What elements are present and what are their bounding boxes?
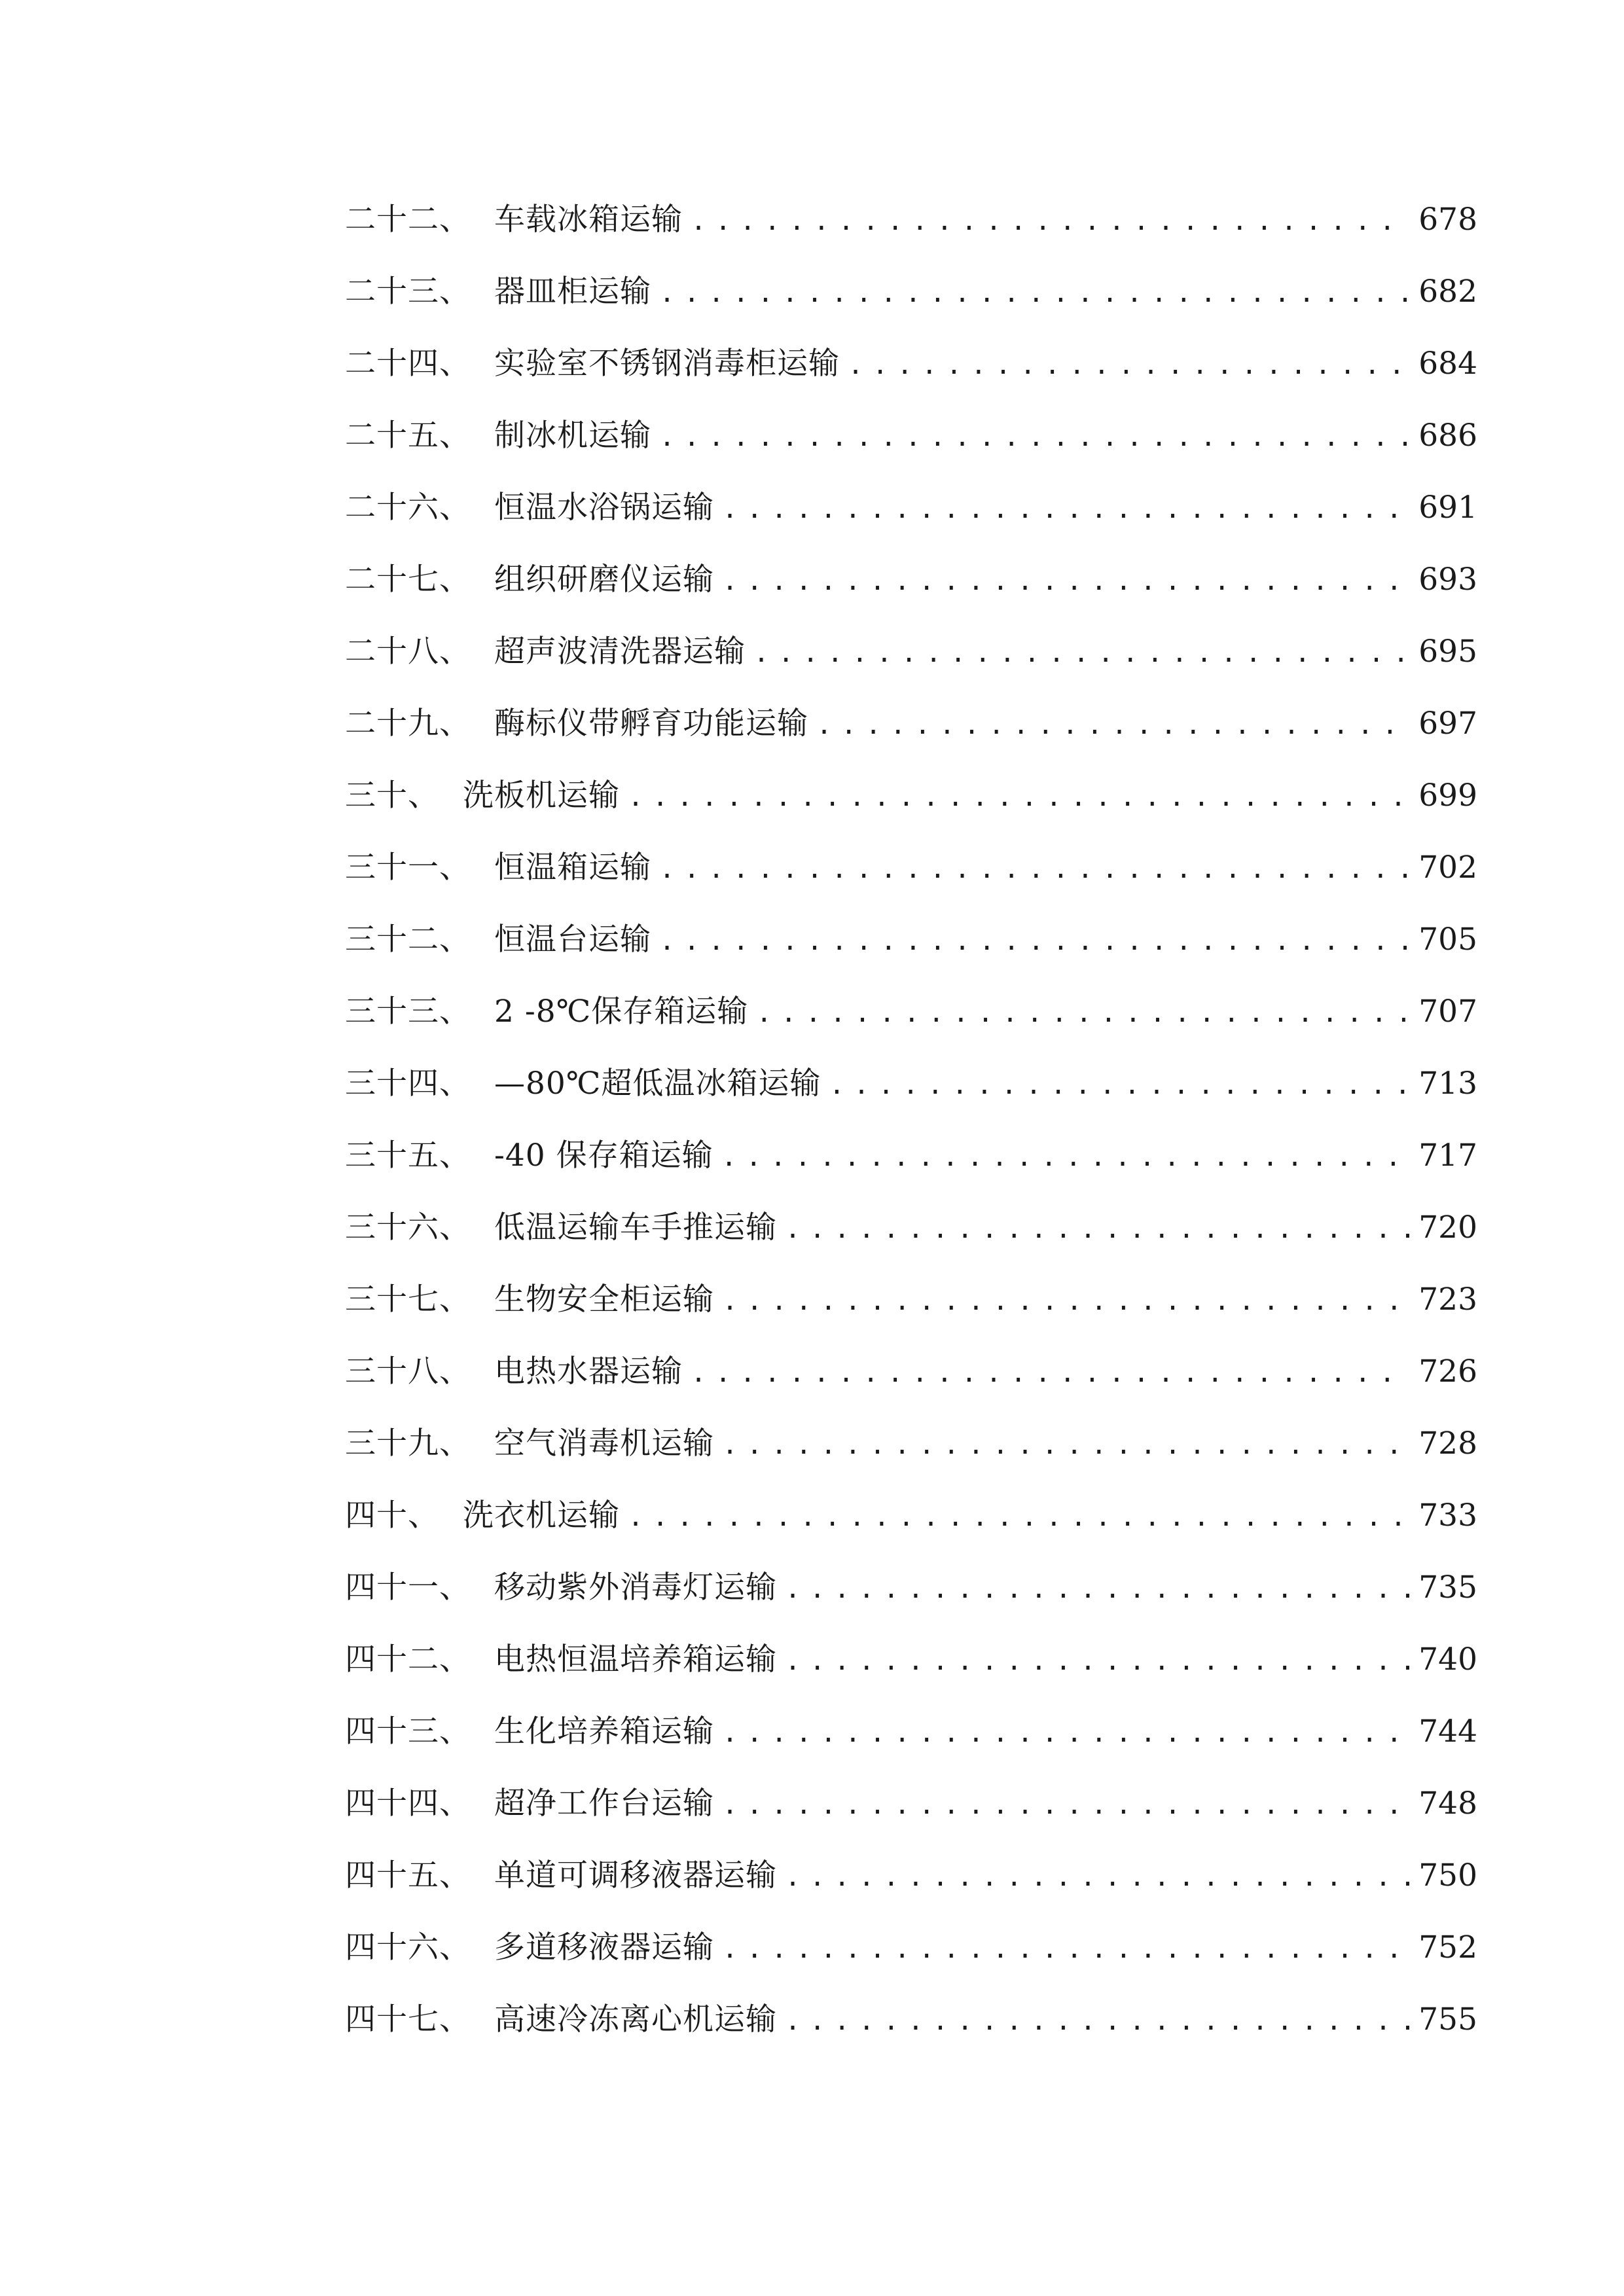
toc-entry-title: 洗衣机运输 xyxy=(463,1498,620,1534)
toc-entry-page-number: 684 xyxy=(1418,346,1477,382)
toc-entry-page-number: 697 xyxy=(1418,706,1477,742)
toc-dot-leader xyxy=(691,190,1409,253)
toc-dot-leader xyxy=(785,1198,1409,1261)
toc-entry[interactable] xyxy=(345,1052,1477,1124)
toc-dot-leader xyxy=(659,262,1409,325)
toc-entry-number: 三十九、 xyxy=(345,1426,471,1462)
toc-entry-number: 三十、 xyxy=(345,778,439,814)
toc-entry-page-number: 735 xyxy=(1418,1570,1477,1605)
toc-entry-title: 实验室不锈钢消毒柜运输 xyxy=(494,346,840,382)
toc-entry-title: 器皿柜运输 xyxy=(494,274,651,310)
toc-entry[interactable] xyxy=(345,404,1477,476)
toc-entry[interactable] xyxy=(345,764,1477,836)
toc-entry[interactable] xyxy=(345,260,1477,332)
toc-entry-title: 空气消毒机运输 xyxy=(494,1426,714,1462)
toc-entry-page-number: 693 xyxy=(1418,562,1477,598)
toc-entry-page-number: 752 xyxy=(1418,1929,1477,1965)
toc-entry-number: 四十五、 xyxy=(345,1857,471,1893)
toc-entry-number: 四十二、 xyxy=(345,1641,471,1677)
toc-entry-number: 四十六、 xyxy=(345,1929,471,1965)
toc-dot-leader xyxy=(785,1558,1409,1621)
toc-dot-leader xyxy=(816,694,1409,757)
toc-entry-title: 恒温台运输 xyxy=(494,922,651,958)
toc-entry-title: 2 -8℃保存箱运输 xyxy=(494,994,749,1030)
toc-entry-page-number: 705 xyxy=(1418,922,1477,958)
toc-entry[interactable] xyxy=(345,692,1477,764)
toc-entry[interactable] xyxy=(345,1700,1477,1772)
toc-dot-leader xyxy=(691,1342,1409,1405)
toc-entry-number: 二十二、 xyxy=(345,202,471,238)
toc-entry-title: 超声波清洗器运输 xyxy=(494,634,746,670)
toc-entry[interactable] xyxy=(345,476,1477,548)
toc-entry[interactable] xyxy=(345,548,1477,620)
toc-entry[interactable] xyxy=(345,1916,1477,1988)
toc-entry-title: 单道可调移液器运输 xyxy=(494,1857,777,1893)
toc-entry-number: 三十四、 xyxy=(345,1066,471,1102)
toc-entry-number: 三十六、 xyxy=(345,1210,471,1246)
toc-entry-number: 三十二、 xyxy=(345,922,471,958)
toc-entry-number: 二十八、 xyxy=(345,634,471,670)
toc-entry-page-number: 702 xyxy=(1418,850,1477,886)
toc-entry-page-number: 720 xyxy=(1418,1210,1477,1246)
toc-entry[interactable] xyxy=(345,1196,1477,1268)
toc-dot-leader xyxy=(785,1990,1409,2053)
toc-entry-number: 二十七、 xyxy=(345,562,471,598)
toc-dot-leader xyxy=(659,838,1409,901)
toc-entry-page-number: 707 xyxy=(1418,994,1477,1030)
toc-entry-number: 四十一、 xyxy=(345,1570,471,1605)
toc-entry[interactable] xyxy=(345,980,1477,1052)
toc-entry-number: 二十三、 xyxy=(345,274,471,310)
toc-entry-number: 四十、 xyxy=(345,1498,439,1534)
toc-entry-title: 电热恒温培养箱运输 xyxy=(494,1641,777,1677)
toc-entry-page-number: 686 xyxy=(1418,418,1477,454)
toc-entry[interactable] xyxy=(345,620,1477,692)
toc-entry-title: 恒温箱运输 xyxy=(494,850,651,886)
toc-dot-leader xyxy=(659,910,1409,973)
toc-entry-number: 二十五、 xyxy=(345,418,471,454)
toc-entry-number: 二十六、 xyxy=(345,490,471,526)
toc-dot-leader xyxy=(756,982,1409,1045)
toc-entry-number: 四十七、 xyxy=(345,2001,471,2037)
toc-dot-leader xyxy=(753,622,1409,685)
toc-entry[interactable] xyxy=(345,188,1477,260)
toc-entry-title: -40 保存箱运输 xyxy=(494,1138,713,1174)
toc-entry[interactable] xyxy=(345,1772,1477,1844)
toc-entry-title: 高速冷冻离心机运输 xyxy=(494,2001,777,2037)
toc-dot-leader xyxy=(722,550,1409,613)
toc-entry-title: 洗板机运输 xyxy=(463,778,620,814)
toc-entry-number: 二十四、 xyxy=(345,346,471,382)
toc-entry-page-number: 699 xyxy=(1418,778,1477,814)
toc-entry-page-number: 717 xyxy=(1418,1138,1477,1174)
toc-dot-leader xyxy=(848,334,1409,397)
toc-entry-page-number: 726 xyxy=(1418,1354,1477,1390)
toc-dot-leader xyxy=(829,1054,1409,1117)
toc-dot-leader xyxy=(659,406,1409,469)
toc-entry-page-number: 723 xyxy=(1418,1282,1477,1318)
toc-entry-title: 超净工作台运输 xyxy=(494,1785,714,1821)
toc-entry[interactable] xyxy=(345,1412,1477,1484)
toc-entry[interactable] xyxy=(345,1124,1477,1196)
toc-dot-leader xyxy=(785,1846,1409,1909)
toc-entry[interactable] xyxy=(345,908,1477,980)
toc-dot-leader xyxy=(722,478,1409,541)
toc-entry-number: 三十三、 xyxy=(345,994,471,1030)
toc-entry-title: 移动紫外消毒灯运输 xyxy=(494,1570,777,1605)
toc-entry[interactable] xyxy=(345,1844,1477,1916)
toc-entry-title: —80℃超低温冰箱运输 xyxy=(494,1066,821,1102)
toc-dot-leader xyxy=(722,1270,1409,1333)
toc-entry-title: 组织研磨仪运输 xyxy=(494,562,714,598)
toc-entry-page-number: 678 xyxy=(1418,202,1477,238)
toc-entry[interactable] xyxy=(345,1988,1477,2060)
toc-dot-leader xyxy=(628,1486,1409,1549)
toc-entry[interactable] xyxy=(345,1340,1477,1412)
toc-entry-page-number: 695 xyxy=(1418,634,1477,670)
toc-entry-page-number: 682 xyxy=(1418,274,1477,310)
toc-entry-number: 三十八、 xyxy=(345,1354,471,1390)
toc-entry-title: 酶标仪带孵育功能运输 xyxy=(494,706,808,742)
toc-entry-title: 低温运输车手推运输 xyxy=(494,1210,777,1246)
toc-entry-title: 恒温水浴锅运输 xyxy=(494,490,714,526)
toc-entry-title: 生化培养箱运输 xyxy=(494,1713,714,1749)
toc-entry-title: 制冰机运输 xyxy=(494,418,651,454)
toc-entry[interactable] xyxy=(345,836,1477,908)
toc-entry-title: 电热水器运输 xyxy=(494,1354,683,1390)
toc-entry-page-number: 713 xyxy=(1418,1066,1477,1102)
toc-entry[interactable] xyxy=(345,1556,1477,1628)
table-of-contents xyxy=(345,188,1477,2060)
toc-dot-leader xyxy=(721,1126,1410,1189)
toc-entry-number: 二十九、 xyxy=(345,706,471,742)
toc-entry-page-number: 728 xyxy=(1418,1426,1477,1462)
toc-entry-number: 三十五、 xyxy=(345,1138,471,1174)
toc-entry-page-number: 750 xyxy=(1418,1857,1477,1893)
toc-entry-page-number: 755 xyxy=(1418,2001,1477,2037)
toc-entry-title: 生物安全柜运输 xyxy=(494,1282,714,1318)
toc-dot-leader xyxy=(722,1702,1409,1765)
toc-entry-number: 四十三、 xyxy=(345,1713,471,1749)
toc-entry-number: 三十七、 xyxy=(345,1282,471,1318)
toc-entry-page-number: 740 xyxy=(1418,1641,1477,1677)
toc-dot-leader xyxy=(722,1918,1409,1981)
toc-entry[interactable] xyxy=(345,1268,1477,1340)
toc-entry-page-number: 691 xyxy=(1418,490,1477,526)
toc-entry-title: 车载冰箱运输 xyxy=(494,202,683,238)
toc-dot-leader xyxy=(628,766,1409,829)
toc-entry-number: 四十四、 xyxy=(345,1785,471,1821)
toc-dot-leader xyxy=(785,1630,1409,1693)
toc-entry-page-number: 744 xyxy=(1418,1713,1477,1749)
toc-entry-number: 三十一、 xyxy=(345,850,471,886)
toc-dot-leader xyxy=(722,1414,1409,1477)
toc-entry[interactable] xyxy=(345,1628,1477,1700)
toc-entry[interactable] xyxy=(345,1484,1477,1556)
toc-dot-leader xyxy=(722,1774,1409,1837)
toc-entry-page-number: 733 xyxy=(1418,1498,1477,1534)
toc-entry-page-number: 748 xyxy=(1418,1785,1477,1821)
toc-entry-title: 多道移液器运输 xyxy=(494,1929,714,1965)
toc-entry[interactable] xyxy=(345,332,1477,404)
